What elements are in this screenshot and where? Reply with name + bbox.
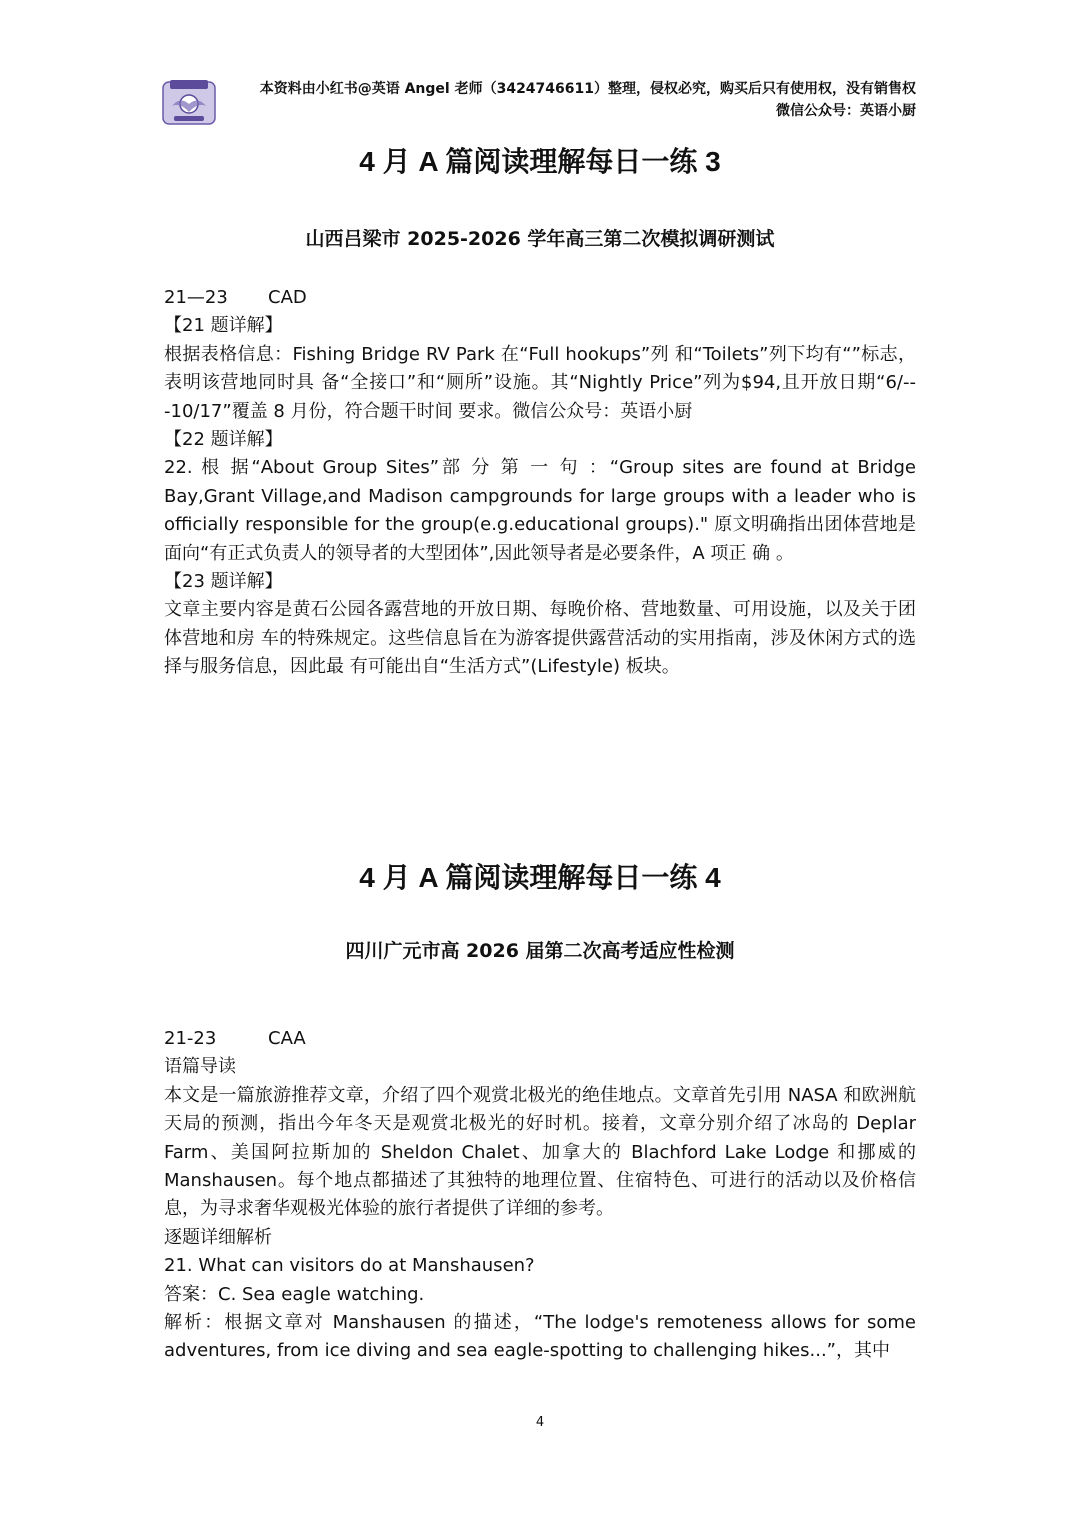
header-copyright: 本资料由小红书@英语 Angel 老师（3424746611）整理，侵权必究，购买后只有使用权，没有销售权 [259, 81, 916, 97]
section1-answer-line [164, 284, 916, 312]
q22-heading: 【22 题详解】 [164, 429, 283, 451]
q21-analysis: 解析：根据文章对 Manshausen 的描述，“The lodge's remoteness allows for some adventures, from ice diving and sea eagle-spotting to challenging hikes...”，其中 [164, 1312, 916, 1362]
q21-answer: 答案：C. Sea eagle watching. [164, 1283, 425, 1305]
logo-icon [160, 76, 218, 128]
guide-text: 本文是一篇旅游推荐文章，介绍了四个观赏北极光的绝佳地点。文章首先引用 NASA 和欧洲航天局的预测，指出今年冬天是观赏北极光的好时机。接着，文章分别介绍了冰岛的 Deplar Farm、美国阿拉斯加的 Sheldon Chalet、加拿大的 Blachford Lake Lodge 和挪威的 Manshausen。每个地点都描述了其独特的地理位置、住宿特色、可进行的活动以及价格信息，为寻求奢华观极光体验的旅行者提供了详细的参考。 [164, 1084, 916, 1220]
q23-explanation: 文章主要内容是黄石公园各露营地的开放日期、每晚价格、营地数量、可用设施，以及关于团体营地和房 车的特殊规定。这些信息旨在为游客提供露营活动的实用指南，涉及休闲方式的选择与服务信息，因此最 有可能出自“生活方式”(Lifestyle) 板块。 [164, 599, 916, 678]
q21-heading: 【21 题详解】 [164, 315, 283, 337]
section1-body [164, 284, 916, 682]
page-header [160, 72, 916, 132]
section2-answer-key: CAA [268, 1028, 306, 1049]
header-wechat: 微信公众号：英语小厨 [776, 103, 916, 119]
section2-body [164, 1025, 916, 1366]
section1-title: 4 月 A 篇阅读理解每日一练 3 [359, 146, 721, 177]
section2-title: 4 月 A 篇阅读理解每日一练 4 [359, 862, 721, 893]
section1-answer-range: 21—23 [164, 287, 228, 308]
q21-explanation: 根据表格信息：Fishing Bridge RV Park 在“Full hookups”列 和“Toilets”列下均有“”标志，表明该营地同时具 备“全接口”和“厕所”设施。其“Nightly Price”列为$94,且开放日期“6/---10/17”覆盖 8 月份，符合题干时间 要求。微信公众号：英语小厨 [164, 343, 916, 422]
section2-answer-line [164, 1025, 916, 1053]
q23-heading: 【23 题详解】 [164, 571, 283, 593]
header-notice [260, 78, 916, 122]
page-number: 4 [535, 1415, 545, 1430]
q22-explanation: 22. 根 据“About Group Sites”部 分 第 一 句 ：“Group sites are found at Bridge Bay,Grant Village,and Madison campgrounds for large groups with a leader who is officially responsible for the group(e.g.educational groups)." 原文明确指出团体营地是面向“有正式负责人的领导者的大型团体”,因此领导者是必要条件，A 项正 确 。 [164, 457, 916, 564]
section2-answer-range: 21-23 [164, 1028, 217, 1049]
detail-heading: 逐题详细解析 [164, 1226, 272, 1248]
section1-answer-key: CAD [268, 287, 307, 308]
q21-question: 21. What can visitors do at Manshausen? [164, 1255, 535, 1277]
section1-subtitle: 山西吕梁市 2025-2026 学年高三第二次模拟调研测试 [305, 228, 775, 250]
guide-heading: 语篇导读 [164, 1056, 236, 1078]
section2-subtitle: 四川广元市高 2026 届第二次高考适应性检测 [345, 940, 735, 962]
